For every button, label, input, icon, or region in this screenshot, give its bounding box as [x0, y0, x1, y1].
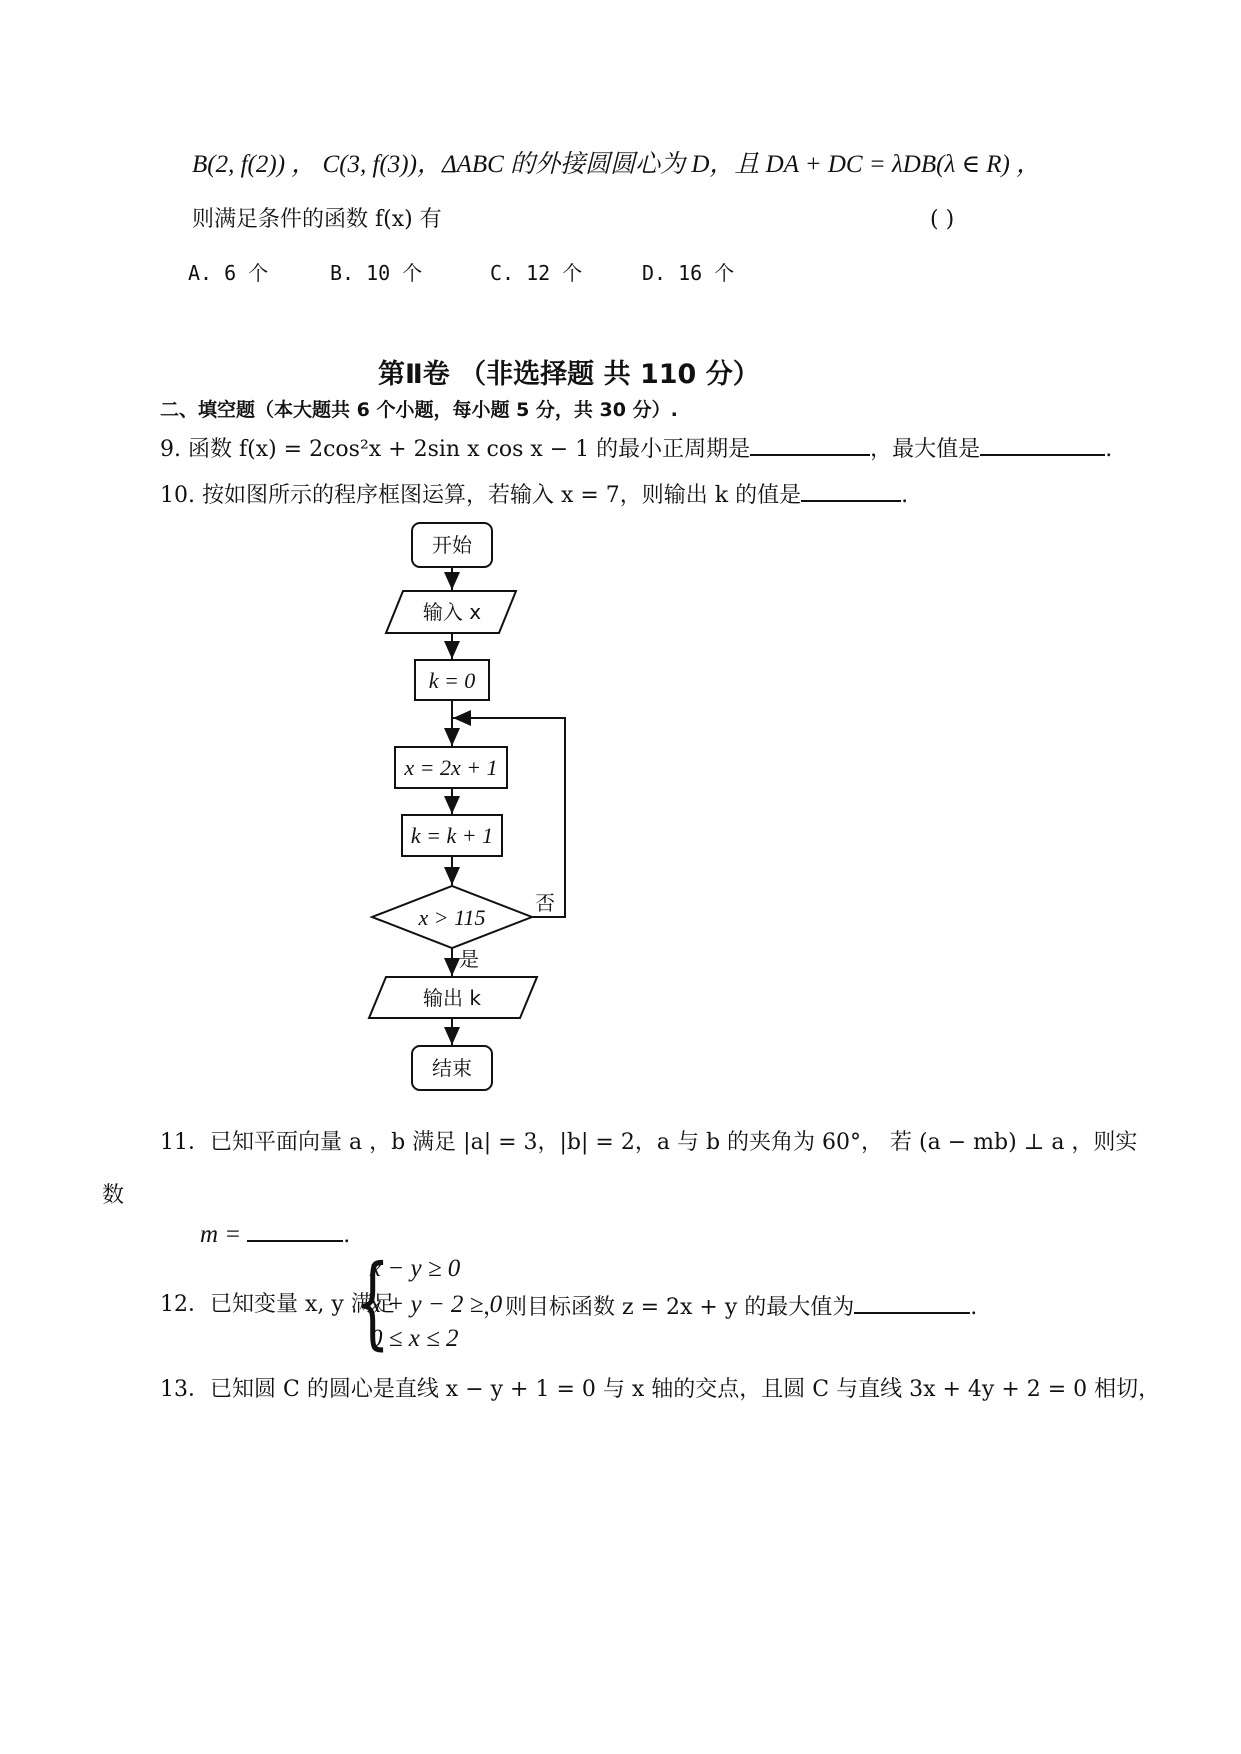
flow-init-label: k = 0: [428, 668, 476, 693]
q13: 13．已知圆 C 的圆心是直线 x − y + 1 = 0 与 x 轴的交点，且圆 C 与直线 3x + 4y + 2 = 0 相切，: [160, 1377, 1161, 1402]
q11-blank[interactable]: [247, 1218, 343, 1242]
q12-constraint-1: x − y ≥ 0: [370, 1255, 461, 1282]
section-subtitle: 二、填空题（本大题共 6 个小题，每小题 5 分，共 30 分）.: [160, 399, 678, 421]
q11-answer: m = .: [200, 1218, 350, 1251]
q8-question: 则满足条件的函数 f(x) 有: [192, 207, 442, 232]
flow-cond-label: x > 115: [418, 905, 486, 930]
q8-condition: B(2, f(2)) ， C(3, f(3))，ΔABC 的外接圆圆心为 D，且 DA + DC = λDB(λ ∈ R) ，: [192, 151, 1042, 178]
q12-constraint-2: x + y − 2 ≥ 0: [370, 1291, 503, 1318]
q8-option-b: B. 10 个: [330, 261, 423, 285]
q8-option-d: D. 16 个: [642, 261, 735, 285]
flow-step1-label: x = 2x + 1: [404, 755, 498, 780]
q12-constraint-3: 0 ≤ x ≤ 2: [370, 1325, 459, 1352]
q10: 10. 按如图所示的程序框图运算，若输入 x = 7，则输出 k 的值是 .: [160, 478, 908, 511]
flow-start-label: 开始: [432, 533, 472, 557]
flow-yes-label: 是: [459, 947, 479, 971]
flow-output-label: 输出 k: [423, 986, 481, 1010]
section-title: 第Ⅱ卷 （非选择题 共 110 分）: [378, 359, 760, 390]
flow-end-label: 结束: [432, 1056, 472, 1080]
q12-blank[interactable]: [854, 1290, 970, 1314]
q12-prefix: 12．已知变量 x, y 满足: [160, 1292, 395, 1317]
flow-step2-label: k = k + 1: [410, 823, 494, 848]
q8-option-a: A. 6 个: [188, 261, 269, 285]
q12-brace: {: [355, 1243, 390, 1360]
q8-option-c: C. 12 个: [490, 261, 583, 285]
flow-input-label: 输入 x: [422, 600, 482, 624]
q9: 9. 函数 f(x) = 2cos²x + 2sin x cos x − 1 的最小正周期是 ，最大值是 .: [160, 432, 1112, 465]
q12-suffix: ，则目标函数 z = 2x + y 的最大值为 .: [483, 1290, 977, 1323]
q11: 11．已知平面向量 a ，b 满足 |a| = 3，|b| = 2，a 与 b 的夹角为 60°， 若 (a − mb) ⊥ a ，则实: [160, 1130, 1138, 1155]
flow-no-label: 否: [535, 891, 555, 915]
q8-answer-paren: ( ): [930, 207, 955, 232]
q11-wrap: 数: [102, 1183, 125, 1208]
